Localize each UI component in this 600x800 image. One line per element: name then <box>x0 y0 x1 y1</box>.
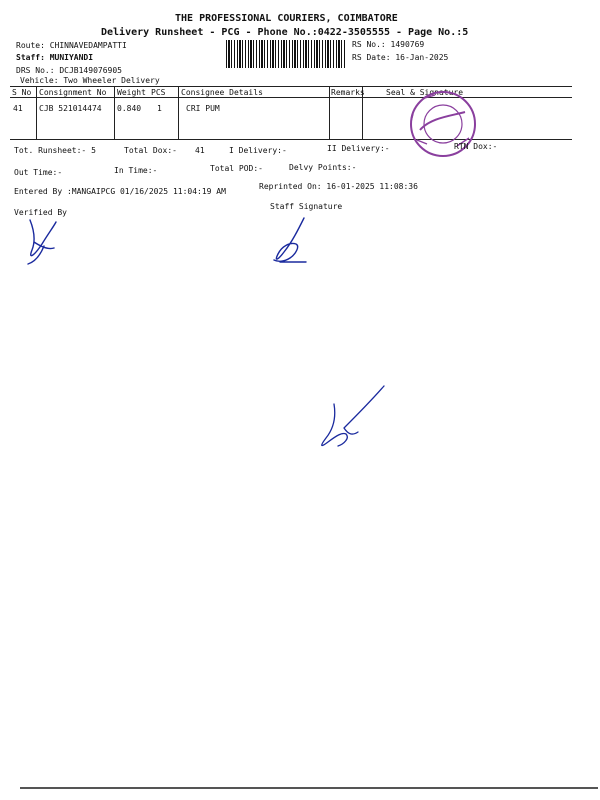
header-pcs: PCS <box>151 88 166 97</box>
row-pcs: 1 <box>157 104 162 113</box>
staff-label: Staff: MUNIYANDI <box>16 53 94 62</box>
total-pod: Total POD:- <box>210 164 263 173</box>
verifier-signature <box>24 216 64 268</box>
total-dox-label: Total Dox:- <box>124 146 177 155</box>
in-time: In Time:- <box>114 166 158 175</box>
scan-edge-line <box>20 787 598 789</box>
row-consignment: CJB 521014474 <box>39 104 102 113</box>
route-label: Route: CHINNAVEDAMPATTI <box>16 41 127 50</box>
out-time: Out Time:- <box>14 168 63 177</box>
delvy-points: Delvy Points:- <box>289 163 357 172</box>
rs-number: RS No.: 1490769 <box>352 40 425 49</box>
company-title: THE PROFESSIONAL COURIERS, COIMBATORE <box>175 13 398 24</box>
i-delivery: I Delivery:- <box>229 146 287 155</box>
header-remarks: Remarks <box>331 88 365 97</box>
entered-by: Entered By :MANGAIPCG 01/16/2025 11:04:19 AM <box>14 187 226 196</box>
barcode <box>226 40 346 68</box>
receiver-signature <box>316 382 388 454</box>
reprinted-on: Reprinted On: 16-01-2025 11:08:36 <box>259 182 418 191</box>
total-dox-value: 41 <box>195 146 205 155</box>
header-consignee: Consignee Details <box>181 88 263 97</box>
verified-by-label: Verified By <box>14 208 67 217</box>
rtn-dox: RTN Dox:- <box>454 142 498 151</box>
staff-signature-label: Staff Signature <box>270 202 343 211</box>
ii-delivery: II Delivery:- <box>327 144 390 153</box>
header-consignment: Consignment No <box>39 88 107 97</box>
rs-date: RS Date: 16-Jan-2025 <box>352 53 449 62</box>
runsheet-subtitle: Delivery Runsheet - PCG - Phone No.:0422-3505555 - Page No.:5 <box>101 27 469 38</box>
row-weight: 0.840 <box>117 104 142 113</box>
row-sno: 41 <box>13 104 23 113</box>
tot-runsheet: Tot. Runsheet:- 5 <box>14 146 96 155</box>
vehicle-label: Vehicle: Two Wheeler Delivery <box>20 76 160 85</box>
staff-signature <box>270 214 314 266</box>
header-seal: Seal & Signature <box>386 88 464 97</box>
header-weight: Weight <box>117 88 146 97</box>
row-consignee: CRI PUM <box>186 104 220 113</box>
drs-label: DRS No.: DCJB149076905 <box>16 66 122 75</box>
header-sno: S No <box>12 88 32 97</box>
